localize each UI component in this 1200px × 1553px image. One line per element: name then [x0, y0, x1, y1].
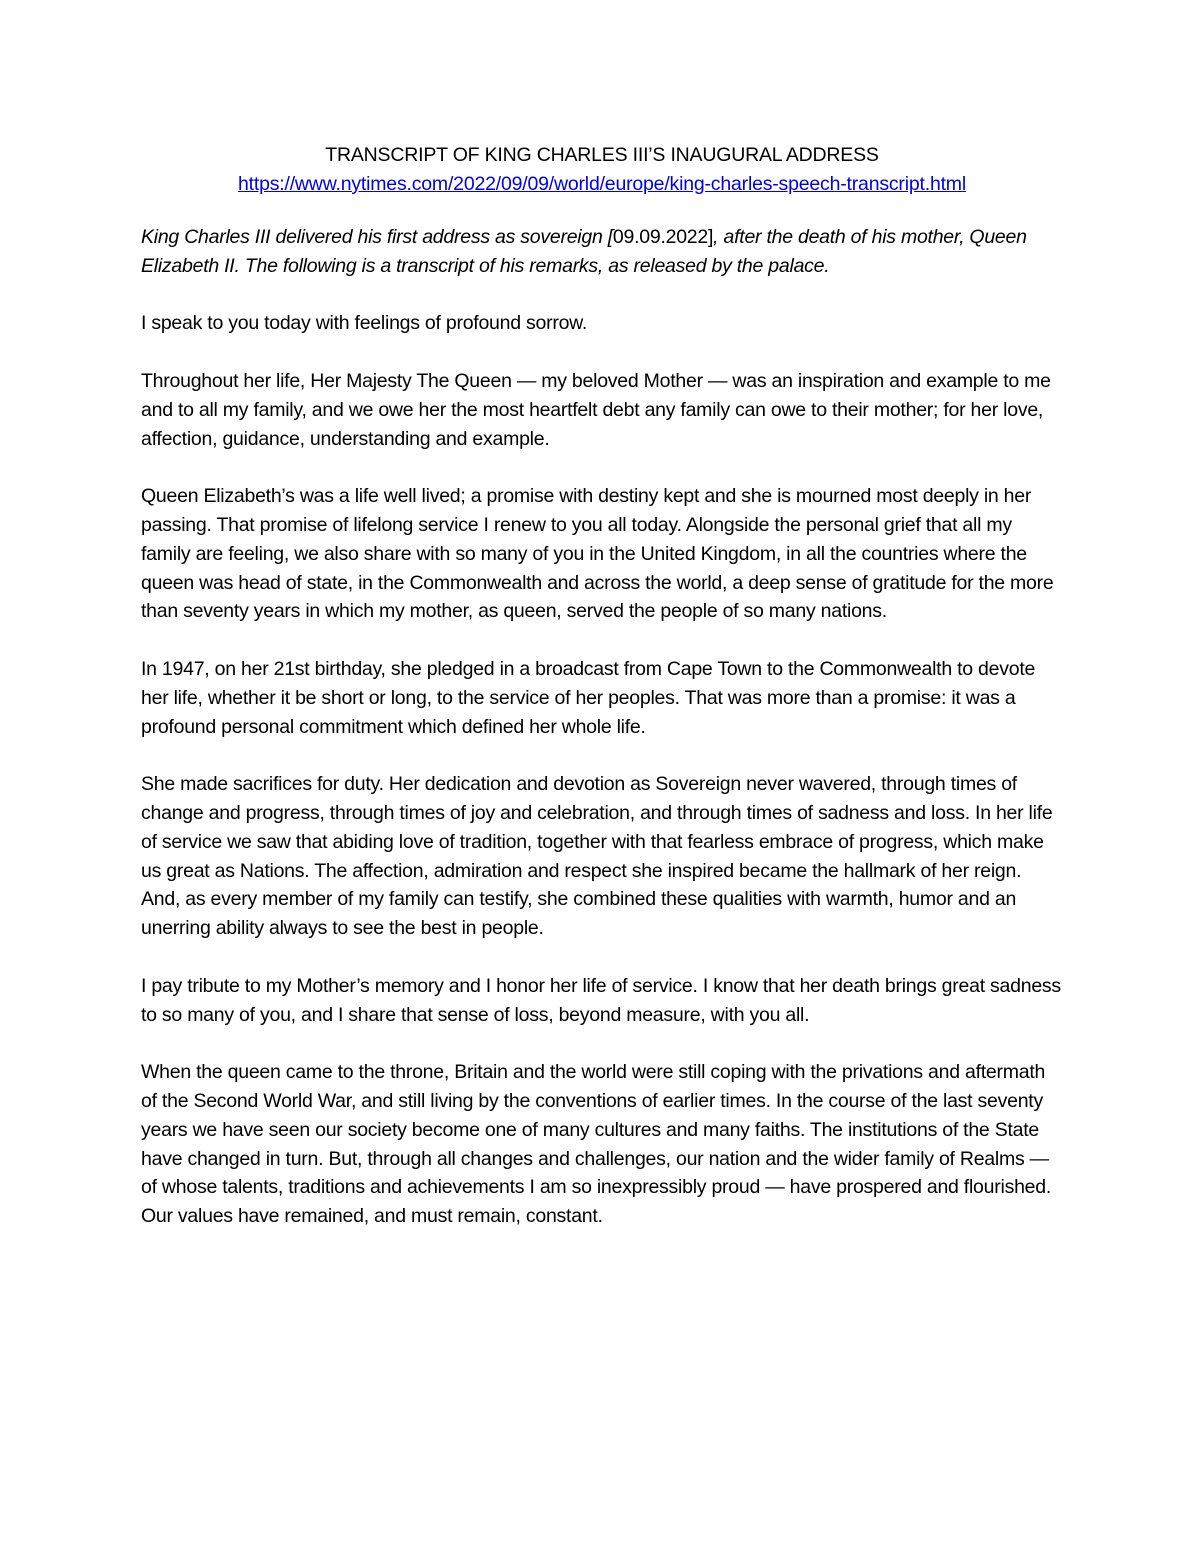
intro-paragraph: [141, 223, 1063, 281]
speech-paragraph-5: She made sacrifices for duty. Her dedication and devotion as Sovereign never wavered, through times of change and progress, through times of joy and celebration, and through times of sadness and loss. In her life of service we saw that abiding love of tradition, together with that fearless embrace of progress, which make us great as Nations. The affection, admiration and respect she inspired became the hallmark of her reign. And, as every member of my family can testify, she combined these qualities with warmth, humor and an unerring ability always to see the best in people.: [141, 773, 1053, 940]
intro-text-before-date: King Charles III delivered his first address as sovereign [: [141, 226, 613, 248]
document-title: TRANSCRIPT OF KING CHARLES III’S INAUGURAL ADDRESS: [325, 144, 879, 166]
speech-paragraph-3: Queen Elizabeth’s was a life well lived; a promise with destiny kept and she is mourned most deeply in her passing. That promise of lifelong service I renew to you all today. Alongside the personal grief that all my family are feeling, we also share with so many of you in the United Kingdom, in all the countries where the queen was head of state, in the Commonwealth and across the world, a deep sense of gratitude for the more than seventy years in which my mother, as queen, served the people of so many nations.: [141, 485, 1054, 623]
source-link[interactable]: https://www.nytimes.com/2022/09/09/world/europe/king-charles-speech-transcript.html: [238, 173, 966, 195]
speech-paragraph-1: I speak to you today with feelings of profound sorrow.: [141, 312, 588, 335]
document-body: [141, 141, 1063, 1231]
speech-paragraph-7: When the queen came to the throne, Britain and the world were still coping with the privations and aftermath of the Second World War, and still living by the conventions of earlier times. In the course of the last seventy years we have seen our society become one of many cultures and many faiths. The institutions of the State have changed in turn. But, through all changes and challenges, our nation and the wider family of Realms — of whose talents, traditions and achievements I am so inexpressibly proud — have prospered and flourished. Our values have remained, and must remain, constant.: [141, 1061, 1052, 1228]
speech-paragraph-4: In 1947, on her 21st birthday, she pledged in a broadcast from Cape Town to the Commonwealth to devote her life, whether it be short or long, to the service of her peoples. That was more than a promise: it was a profound personal commitment which defined her whole life.: [141, 657, 1036, 738]
intro-text-after-date: , after the death of his mother, Queen Elizabeth II. The following is a transcript of his remarks, as released by the palace.: [141, 226, 1027, 277]
intro-date: 09.09.2022]: [612, 226, 714, 248]
speech-paragraph-6: I pay tribute to my Mother’s memory and I honor her life of service. I know that her death brings great sadness to so many of you, and I share that sense of loss, beyond measure, with you all.: [141, 974, 1061, 1026]
speech-paragraph-2: Throughout her life, Her Majesty The Queen — my beloved Mother — was an inspiration and example to me and to all my family, and we owe her the most heartfelt debt any family can owe to their mother; for her love, affection, guidance, understanding and example.: [141, 369, 1051, 450]
